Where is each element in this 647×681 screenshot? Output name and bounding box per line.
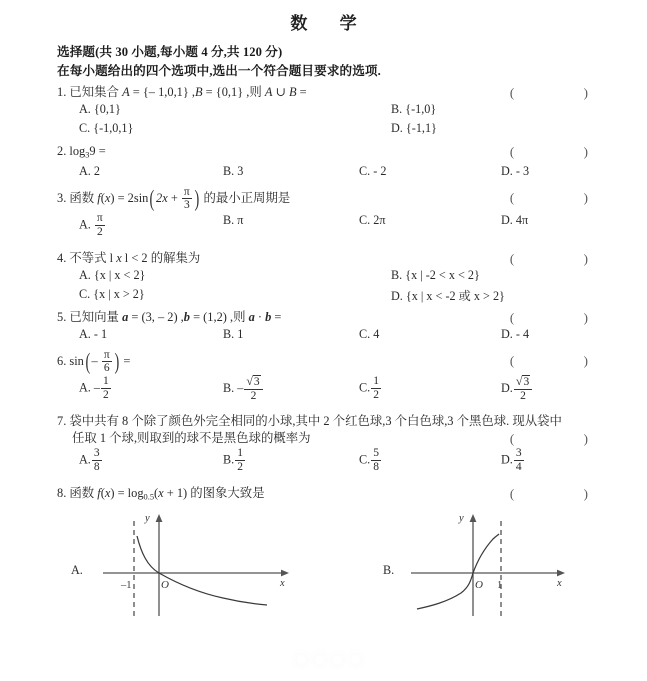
question-1-options [57,102,637,140]
question-3 [57,186,637,247]
answer-paren-2[interactable]: ( ) [509,144,609,159]
log-base: 3 [85,150,90,160]
question-6-options [57,376,637,410]
answer-paren-7[interactable]: ( ) [509,431,609,447]
fraction: $\frac{1}{2}$ [237,447,243,473]
question-5 [57,309,637,346]
equals-sign: = [123,354,131,369]
fraction: $\frac{√3}{2}$ [514,375,532,402]
option-6-A[interactable]: A. – $\frac{1}{2}$ [79,375,109,401]
question-1-stem: 1. 已知集合 A = {– 1,0,1} ,B = {0,1} ,则 A ∪ B = ( ) [57,85,609,100]
option-1-A[interactable]: A. {0,1} [79,102,121,116]
q7-line-1: 7. 袋中共有 8 个除了颜色外完全相同的小球,其中 2 个红色球,3 个白色球,3 个黑色球. 现从袋中 [57,414,562,429]
option-7-A[interactable]: A. $\frac{3}{8}$ [79,447,100,473]
option-6-C[interactable]: C. $\frac{1}{2}$ [359,375,379,401]
option-3-C[interactable]: C. 2π [359,213,386,228]
option-8-B-label: B. [383,562,395,577]
question-1 [57,84,637,140]
fraction: $\frac{1}{2}$ [103,375,109,401]
fraction-pi-3: $\frac{\pi}{3}$ [183,185,190,211]
y-axis-label: y [145,512,150,524]
question-2-stem: 2. $\log_39$ = ( ) [57,144,609,160]
question-3-stem: 3. 函数 f(x) = 2sin(2x + $\frac{\pi}{3}$ ) 的最小正周期是 ( ) [57,185,609,211]
question-7-stem [57,413,637,447]
fraction: $\frac{√3}{2}$ [244,375,262,402]
option-1-B[interactable]: B. {-1,0} [391,102,437,116]
question-8-stem: 8. 函数 $f(x) = \log_{0.5}(x + 1)$ 的图象大致是 ( ) [57,486,609,502]
fraction: $\frac{1}{2}$ [373,375,379,401]
question-8-options [57,508,637,620]
fraction: $\frac{\pi}{2}$ [96,212,103,238]
option-4-C[interactable]: C. {x | x > 2} [79,287,145,302]
graph-option-a [95,508,305,620]
option-2-A[interactable]: A. 2 [79,164,100,179]
question-7-options [57,448,637,482]
option-row [57,287,637,306]
origin-label: O [475,578,483,591]
answer-paren-6[interactable]: ( ) [509,353,609,369]
tick-label-minus-one: –1 [121,579,132,591]
fraction-pi-6: $\frac{\pi}{6}$ [103,348,110,375]
q3-tail: 的最小正周期是 [203,191,291,206]
answer-paren-4[interactable]: ( ) [509,251,609,267]
question-8 [57,485,637,619]
question-5-stem: 5. 已知向量 a = (3, – 2) ,b = (1,2) ,则 a · b = ( ) [57,310,609,326]
instruction-line-1: 选择题(共 30 小题,每小题 4 分,共 120 分) [57,45,283,59]
option-5-D[interactable]: D. - 4 [501,327,530,342]
option-5-A[interactable]: A. - 1 [79,327,108,342]
q1-text: 1. 已知集合 [57,85,123,99]
x-axis-label: x [557,577,562,589]
watermark-dot [351,655,360,664]
option-4-A[interactable]: A. {x | x < 2} [79,268,146,283]
question-6-stem: 6. sin(– $\frac{\pi}{6}$ ) = ( ) [57,348,609,375]
option-8-A-label: A. [71,562,83,577]
q7-line-2: 任取 1 个球,则取到的球不是黑色球的概率为 [72,431,311,446]
log-base: 0.5 [143,492,154,502]
question-4-stem: 4. 不等式 l x l < 2 的解集为 ( ) [57,251,609,267]
option-3-B[interactable]: B. π [223,213,244,228]
fraction: $\frac{5}{8}$ [373,447,379,473]
option-7-C[interactable]: C. $\frac{5}{8}$ [359,447,379,473]
graph-option-b [407,508,617,620]
page-title: 数 学 [290,14,371,33]
option-1-D[interactable]: D. {-1,1} [391,121,437,135]
option-1-C[interactable]: C. {-1,0,1} [79,121,134,135]
watermark-dots [297,655,360,664]
instruction-line-2: 在每小题给出的四个选项中,选出一个符合题目要求的选项. [57,64,381,78]
question-2-options [57,164,637,183]
option-3-D[interactable]: D. 4π [501,213,529,228]
watermark-dot [333,655,342,664]
x-axis-label: x [280,577,285,589]
option-6-B[interactable]: B. – $\frac{√3}{2}$ [223,376,264,403]
question-5-options [57,327,637,346]
option-row [57,102,637,121]
exam-body [0,34,647,620]
answer-paren-1[interactable]: ( ) [509,85,609,100]
option-7-D[interactable]: D. $\frac{3}{4}$ [501,447,522,473]
sin-fn: sin [69,354,84,369]
question-2 [57,143,637,183]
option-row [57,268,637,287]
option-5-B[interactable]: B. 1 [223,327,244,342]
option-7-B[interactable]: B. $\frac{1}{2}$ [223,447,243,473]
origin-label: O [161,578,169,591]
answer-paren-5[interactable]: ( ) [509,310,609,326]
tick-label-one: 1 [497,579,503,591]
y-axis-label: y [459,512,464,524]
fraction: $\frac{3}{8}$ [93,447,100,473]
question-3-options [57,213,637,247]
question-4-options [57,268,637,306]
option-5-C[interactable]: C. 4 [359,327,380,342]
watermark-dot [297,655,306,664]
option-3-A[interactable]: A. $\frac{\pi}{2}$ [79,212,103,238]
option-row [57,121,637,140]
answer-paren-3[interactable]: ( ) [509,190,609,206]
question-6 [57,349,637,410]
option-2-D[interactable]: D. - 3 [501,164,530,179]
option-2-B[interactable]: B. 3 [223,164,244,179]
option-4-D[interactable]: D. {x | x < -2 或 x > 2} [391,289,505,304]
option-6-D[interactable]: D. $\frac{√3}{2}$ [501,376,533,403]
watermark-dot [315,655,324,664]
option-4-B[interactable]: B. {x | -2 < x < 2} [391,268,480,283]
answer-paren-8[interactable]: ( ) [509,486,609,502]
option-2-C[interactable]: C. - 2 [359,164,387,179]
question-4 [57,250,637,306]
fraction: $\frac{3}{4}$ [515,447,522,473]
question-7 [57,413,637,482]
